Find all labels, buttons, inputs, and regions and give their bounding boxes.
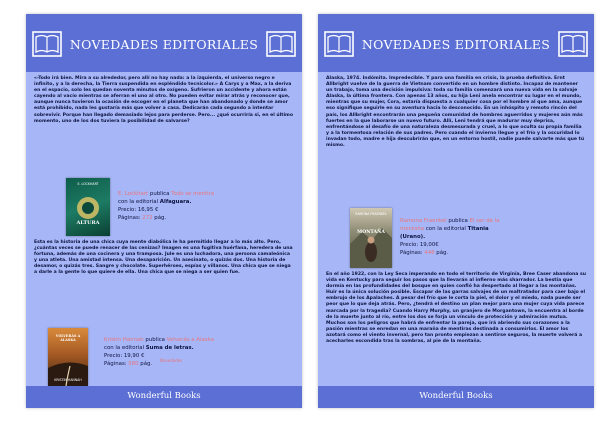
cover-title: VOLVERÁS A ALASKA <box>55 334 81 342</box>
publisher-name: Alfaguara. <box>159 199 192 205</box>
author-link[interactable]: Ramona Fraenkel <box>400 218 447 224</box>
page-title: NOVEDADES EDITORIALES <box>361 37 551 52</box>
book-info: Ramona Fraenkel publica El ser de la montaña con la editorial Titania (Urano). Precio: 19,00€ Páginas: 448 pág. <box>400 218 500 256</box>
price-value: 19,00€ <box>419 242 439 248</box>
page-footer <box>318 386 594 408</box>
book-synopsis: «-Todo irá bien. Mira a su alrededor, pero allí no hay nada: a la izquierda, el universo negro e infinito, y a la derecha, la Tierra suspendida en espléndido tecnicolor.» A Carys y a Max, a la deriva en el espacio, solo les quedan noventa minutos de oxígeno. Sufrieron un accidente y ahora están cayendo al vacío mientras se aferran el uno al otro. No pueden evitar mirar atrás y reconocer que, aunque nunca tuvieron la ocasión de escoger en el planeta que han abandonado y donde se amor está prohibido, nada les gustaría más que volver a casa. Dedicarán cada segundo a intentar sobrevivir. Porque han llegado demasiado lejos para perderse. Pero... ¿qué ocurriría si, en el último momento, uno de los dos tuviera la posibilidad de salvarse? <box>34 76 293 124</box>
cover-title: ALTURA <box>76 220 100 226</box>
open-book-icon <box>558 31 588 57</box>
title-link[interactable]: Volverás a Alaska <box>166 337 214 343</box>
cover-art-icon <box>66 178 110 236</box>
cover-author: E. LOCKHART <box>77 182 99 186</box>
book-info: Kristin Hannah publica Volverás a Alaska con la editorial Suma de letras. Precio: 19,90 € Páginas: 580 pág. <box>104 337 214 367</box>
book-synopsis: Esta es la historia de una chica cuya mente diabólica le ha permitido llegar a lo más alto. Pero, ¿cuántas veces se puede renacer de las cenizas? Imagen es una fugitiva huérfana, heredera de una fortuna, además de una cocinera y una tramposa. Jule es una luchadora, una persona camaleónica y una atleta. Una amistad intensa. Una desaparición. Un asesinato, o quizás dos. Una historia de desamor, o quizás tres. Sangre y chocolate. Superhéroes, espías y villanos. Una chica que se niega a darle a la gente lo que quiere de ella. Una chica que se niega a ser quien fue. <box>34 240 293 276</box>
footer-brand: Wonderful Books <box>127 391 201 401</box>
cover-author: RAMONA FRAENKEL <box>355 212 387 216</box>
cover-author: KRISTIN HANNAH <box>54 378 82 382</box>
page-title: NOVEDADES EDITORIALES <box>69 37 259 52</box>
title-link[interactable]: Todo se mentira <box>171 191 215 197</box>
price-value: 19,90 € <box>123 353 145 359</box>
footer-brand: Wonderful Books <box>419 391 493 401</box>
pages-value: 580 <box>128 361 139 367</box>
title-link[interactable]: El ser de la montaña <box>400 218 500 232</box>
left-page <box>26 14 302 408</box>
book-cover[interactable] <box>48 328 88 386</box>
book-info: E. Lockhart publica Todo se mentira con la editorial Alfaguara. Precio: 16,95 € Páginas: 272 pág. <box>118 191 215 221</box>
page-footer <box>26 386 302 408</box>
author-link[interactable]: Kristin Hannah <box>104 337 144 343</box>
page-header <box>318 14 594 72</box>
page-header <box>26 14 302 72</box>
pages-value: 272 <box>142 215 153 221</box>
book-synopsis: En el año 1922, con la Ley Seca imperando en todo el territorio de Virginia, Bree Caser abandona su vida en Kentucky para seguir los pasos que la llevarán al infierno más sharrador. La bestia que dormía en las profundidades del bosque en quien confió ha despertado al llegar a las montañas. Huir es la única solución posible. Escapar de las garras salvajes de un maltratador para caer bajo el embrujo de los Apalaches. A pesar del frío que le corta la piel, el dolor y el miedo, nada puede ser peor que lo que deja atrás. Pero, ¿tendrá el destino un plan mejor para una mujer cuya vida parece marcada por la tragedia? Cuando Harry Murphy, un granjero de Morgantown, la encuentra al borde de la muerte junto al río, entre los dos se forja un vínculo de protección y admiración mutua. Muchos son los peligros que habrá de enfrentar la pareja, que irá abriendo sus corazones a la pasión mientras se enredan en una maraña de mentiras destinada a consumirlos. El amor los azotará como el viento invernal, pero tan pronto empiezan a sentirse seguros, la muerte volverá a acecharles escondida tras la sombras, al pie de la montaña. <box>326 272 586 345</box>
publisher-name: Suma de letras. <box>145 345 194 351</box>
right-page <box>318 14 594 408</box>
publisher-name: Titania (Urano). <box>400 226 489 240</box>
cover-title: MONTAÑA <box>357 230 385 235</box>
cover-art-icon <box>350 208 392 268</box>
book-cover[interactable] <box>350 208 392 268</box>
pages-value: 448 <box>424 250 435 256</box>
price-value: 16,95 € <box>137 207 159 213</box>
open-book-icon <box>266 31 296 57</box>
novedades-label: Novedades <box>160 358 183 363</box>
author-link[interactable]: E. Lockhart <box>118 191 149 197</box>
book-cover[interactable] <box>66 178 110 236</box>
book-synopsis: Alaska, 1974. Indómita. Impredecible. Y para una familia en crisis, la prueba definitiva. Ernt Allbright vuelve de la guerra de Vietnam convertido en un hombre distinto. Incapaz de mantener un trabajo, toma una decisión impulsiva: toda su familia comenzará una nueva vida en la salvaje Alaska, la última frontera. Con apenas 13 años, su hija Leni anela encontrar su lugar en el mundo, mientras que su mujer, Cora, estaría dispuesta a cualquier cosa por el hombre al que ama, aunque eso signifique seguirle en su aventura hacia lo desconocido. En un inhóspito y remoto rincón del país, los Allbright encontrarán una pequeña comunidad de hombres aguerridos y mujeres aún más fuertes en la que laborarse un nuevo futuro. Allí, Leni tendrá que madurar muy deprisa, enfrentándose al desafío de una naturaleza desmesurada y cruel, a lo que oculta su propia familia y a la tormentosa relación de sus padres. Pero cuando el invierno llegue y el frío y la oscuridad lo invadan todo, madre e hija descubrirán que, en un entorno hostil, nadie puede salvarte más que tú mismo. <box>326 76 585 149</box>
